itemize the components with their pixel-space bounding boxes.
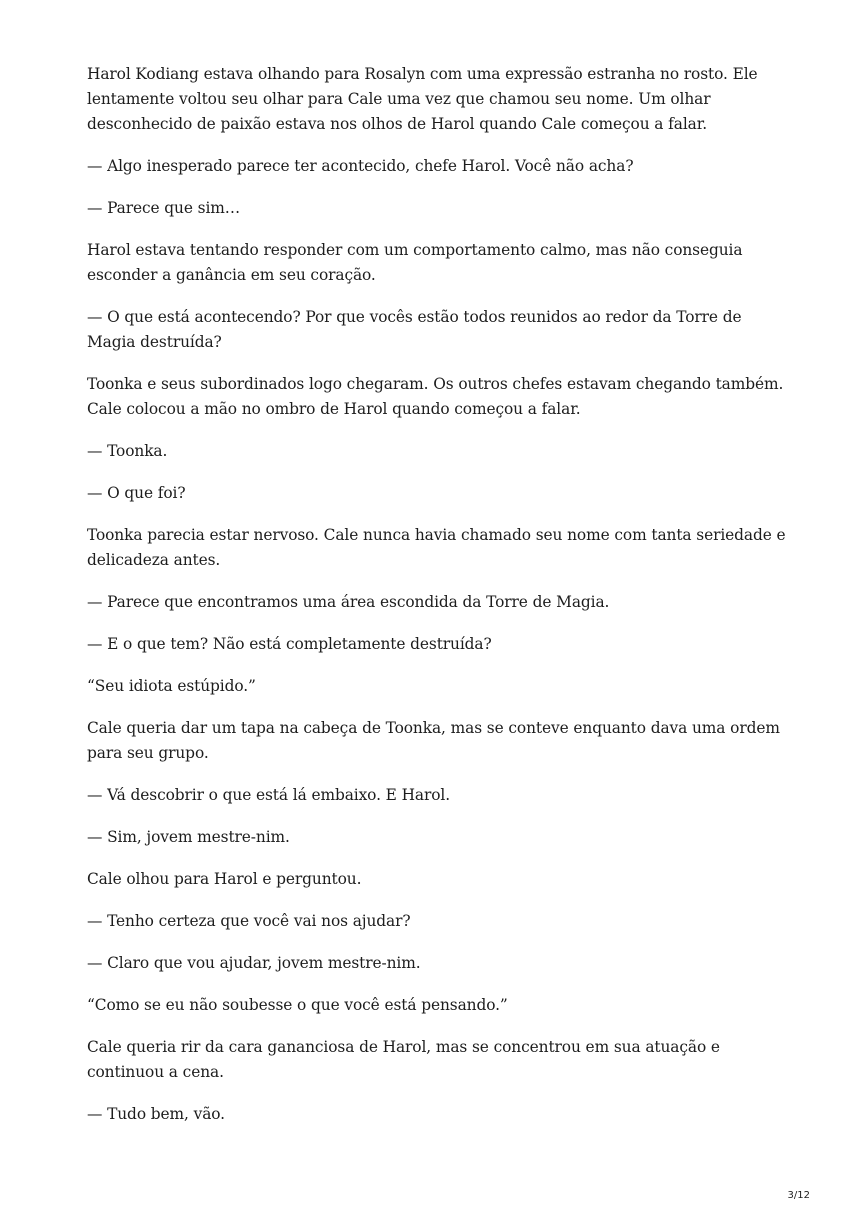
paragraph: — Toonka. [87,442,168,460]
paragraph: — E o que tem? Não está completamente destruída? [87,635,492,653]
paragraph: — O que foi? [87,484,186,502]
paragraph: — Algo inesperado parece ter acontecido, chefe Harol. Você não acha? [87,157,634,175]
paragraph: Toonka parecia estar nervoso. Cale nunca havia chamado seu nome com tanta seriedade e delicadeza antes. [87,526,786,569]
paragraph: — Vá descobrir o que está lá embaixo. E Harol. [87,786,451,804]
paragraph: Cale olhou para Harol e perguntou. [87,870,362,888]
paragraph: Harol estava tentando responder com um comportamento calmo, mas não conseguia esconder a ganância em seu coração. [87,241,743,284]
paragraph: “Como se eu não soubesse o que você está pensando.” [87,996,508,1014]
paragraph: — Parece que encontramos uma área escondida da Torre de Magia. [87,593,610,611]
paragraph: Harol Kodiang estava olhando para Rosalyn com uma expressão estranha no rosto. Ele lentamente voltou seu olhar para Cale uma vez que chamou seu nome. Um olhar desconhecido de paixão estava nos olhos de Harol quando Cale começou a falar. [87,65,758,133]
paragraph: Cale queria rir da cara gananciosa de Harol, mas se concentrou em sua atuação e continuou a cena. [87,1038,720,1081]
paragraph: — Parece que sim… [87,199,241,217]
paragraph: “Seu idiota estúpido.” [87,677,256,695]
paragraph: Toonka e seus subordinados logo chegaram. Os outros chefes estavam chegando também. Cale colocou a mão no ombro de Harol quando começou a falar. [87,375,784,418]
page-body [87,62,787,1144]
paragraph: — Claro que vou ajudar, jovem mestre-nim. [87,954,421,972]
paragraph: Cale queria dar um tapa na cabeça de Toonka, mas se conteve enquanto dava uma ordem para seu grupo. [87,719,780,762]
paragraph: — Tenho certeza que você vai nos ajudar? [87,912,411,930]
page-number: 3/12 [787,1190,810,1201]
paragraph: — Tudo bem, vão. [87,1105,225,1123]
paragraph: — O que está acontecendo? Por que vocês estão todos reunidos ao redor da Torre de Magia destruída? [87,308,742,351]
paragraph: — Sim, jovem mestre-nim. [87,828,290,846]
